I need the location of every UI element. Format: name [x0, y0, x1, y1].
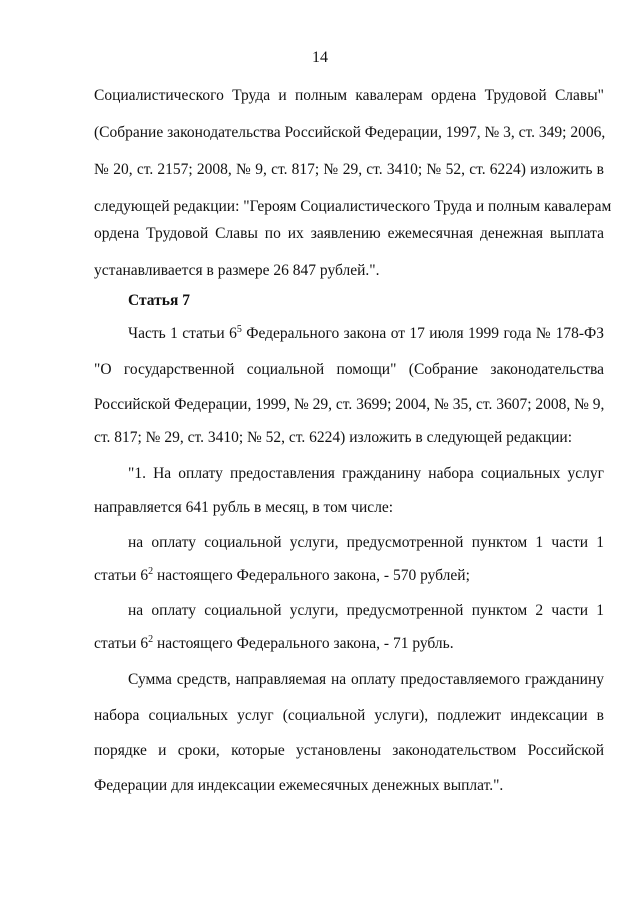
- superscript: 2: [148, 566, 154, 577]
- text-line: направляется 641 рубль в месяц, в том числе:: [94, 499, 394, 516]
- text-line: "О государственной социальной помощи" (Собрание законодательства: [94, 361, 604, 378]
- text-line: [94, 634, 604, 654]
- text-line: [94, 566, 604, 586]
- text-line: Социалистического Труда и полным кавалерам ордена Трудовой Славы": [94, 87, 604, 104]
- text-line: следующей редакции: "Героям Социалистического Труда и полным кавалерам: [94, 198, 612, 215]
- text-fragment: статьи 6: [94, 635, 149, 652]
- text-line: ст. 817; № 29, ст. 3410; № 52, ст. 6224) изложить в следующей редакции:: [94, 429, 573, 446]
- text-line: "1. На оплату предоставления гражданину набора социальных услуг: [128, 465, 604, 482]
- text-line: Федерации для индексации ежемесячных денежных выплат.".: [94, 777, 504, 794]
- superscript: 2: [148, 634, 154, 645]
- text-line: устанавливается в размере 26 847 рублей.".: [94, 262, 380, 279]
- text-fragment: настоящего Федерального закона, - 570 рублей;: [153, 567, 470, 584]
- text-line: на оплату социальной услуги, предусмотренной пунктом 1 части 1: [128, 534, 604, 551]
- text-line: Сумма средств, направляемая на оплату предоставляемого гражданину: [128, 671, 604, 688]
- text-line: порядке и сроки, которые установлены законодательством Российской: [94, 742, 604, 759]
- text-line: № 20, ст. 2157; 2008, № 9, ст. 817; № 29, ст. 3410; № 52, ст. 6224) изложить в: [94, 161, 604, 178]
- superscript: 5: [236, 324, 242, 335]
- text-fragment: статьи 6: [94, 567, 149, 584]
- text-line: ордена Трудовой Славы по их заявлению ежемесячная денежная выплата: [94, 225, 604, 242]
- page-number: 14: [312, 49, 328, 66]
- article-heading: Статья 7: [128, 292, 190, 309]
- text-line: (Собрание законодательства Российской Федерации, 1997, № 3, ст. 349; 2006,: [94, 124, 606, 141]
- text-line: набора социальных услуг (социальной услуги), подлежит индексации в: [94, 707, 604, 724]
- text-line: на оплату социальной услуги, предусмотренной пунктом 2 части 1: [128, 602, 604, 619]
- text-fragment: Часть 1 статьи 6: [128, 325, 237, 342]
- text-fragment: Федерального закона от 17 июля 1999 года № 178-ФЗ: [241, 325, 605, 342]
- text-line: [128, 324, 604, 344]
- text-line: Российской Федерации, 1999, № 29, ст. 3699; 2004, № 35, ст. 3607; 2008, № 9,: [94, 396, 605, 413]
- text-fragment: настоящего Федерального закона, - 71 рубль.: [153, 635, 454, 652]
